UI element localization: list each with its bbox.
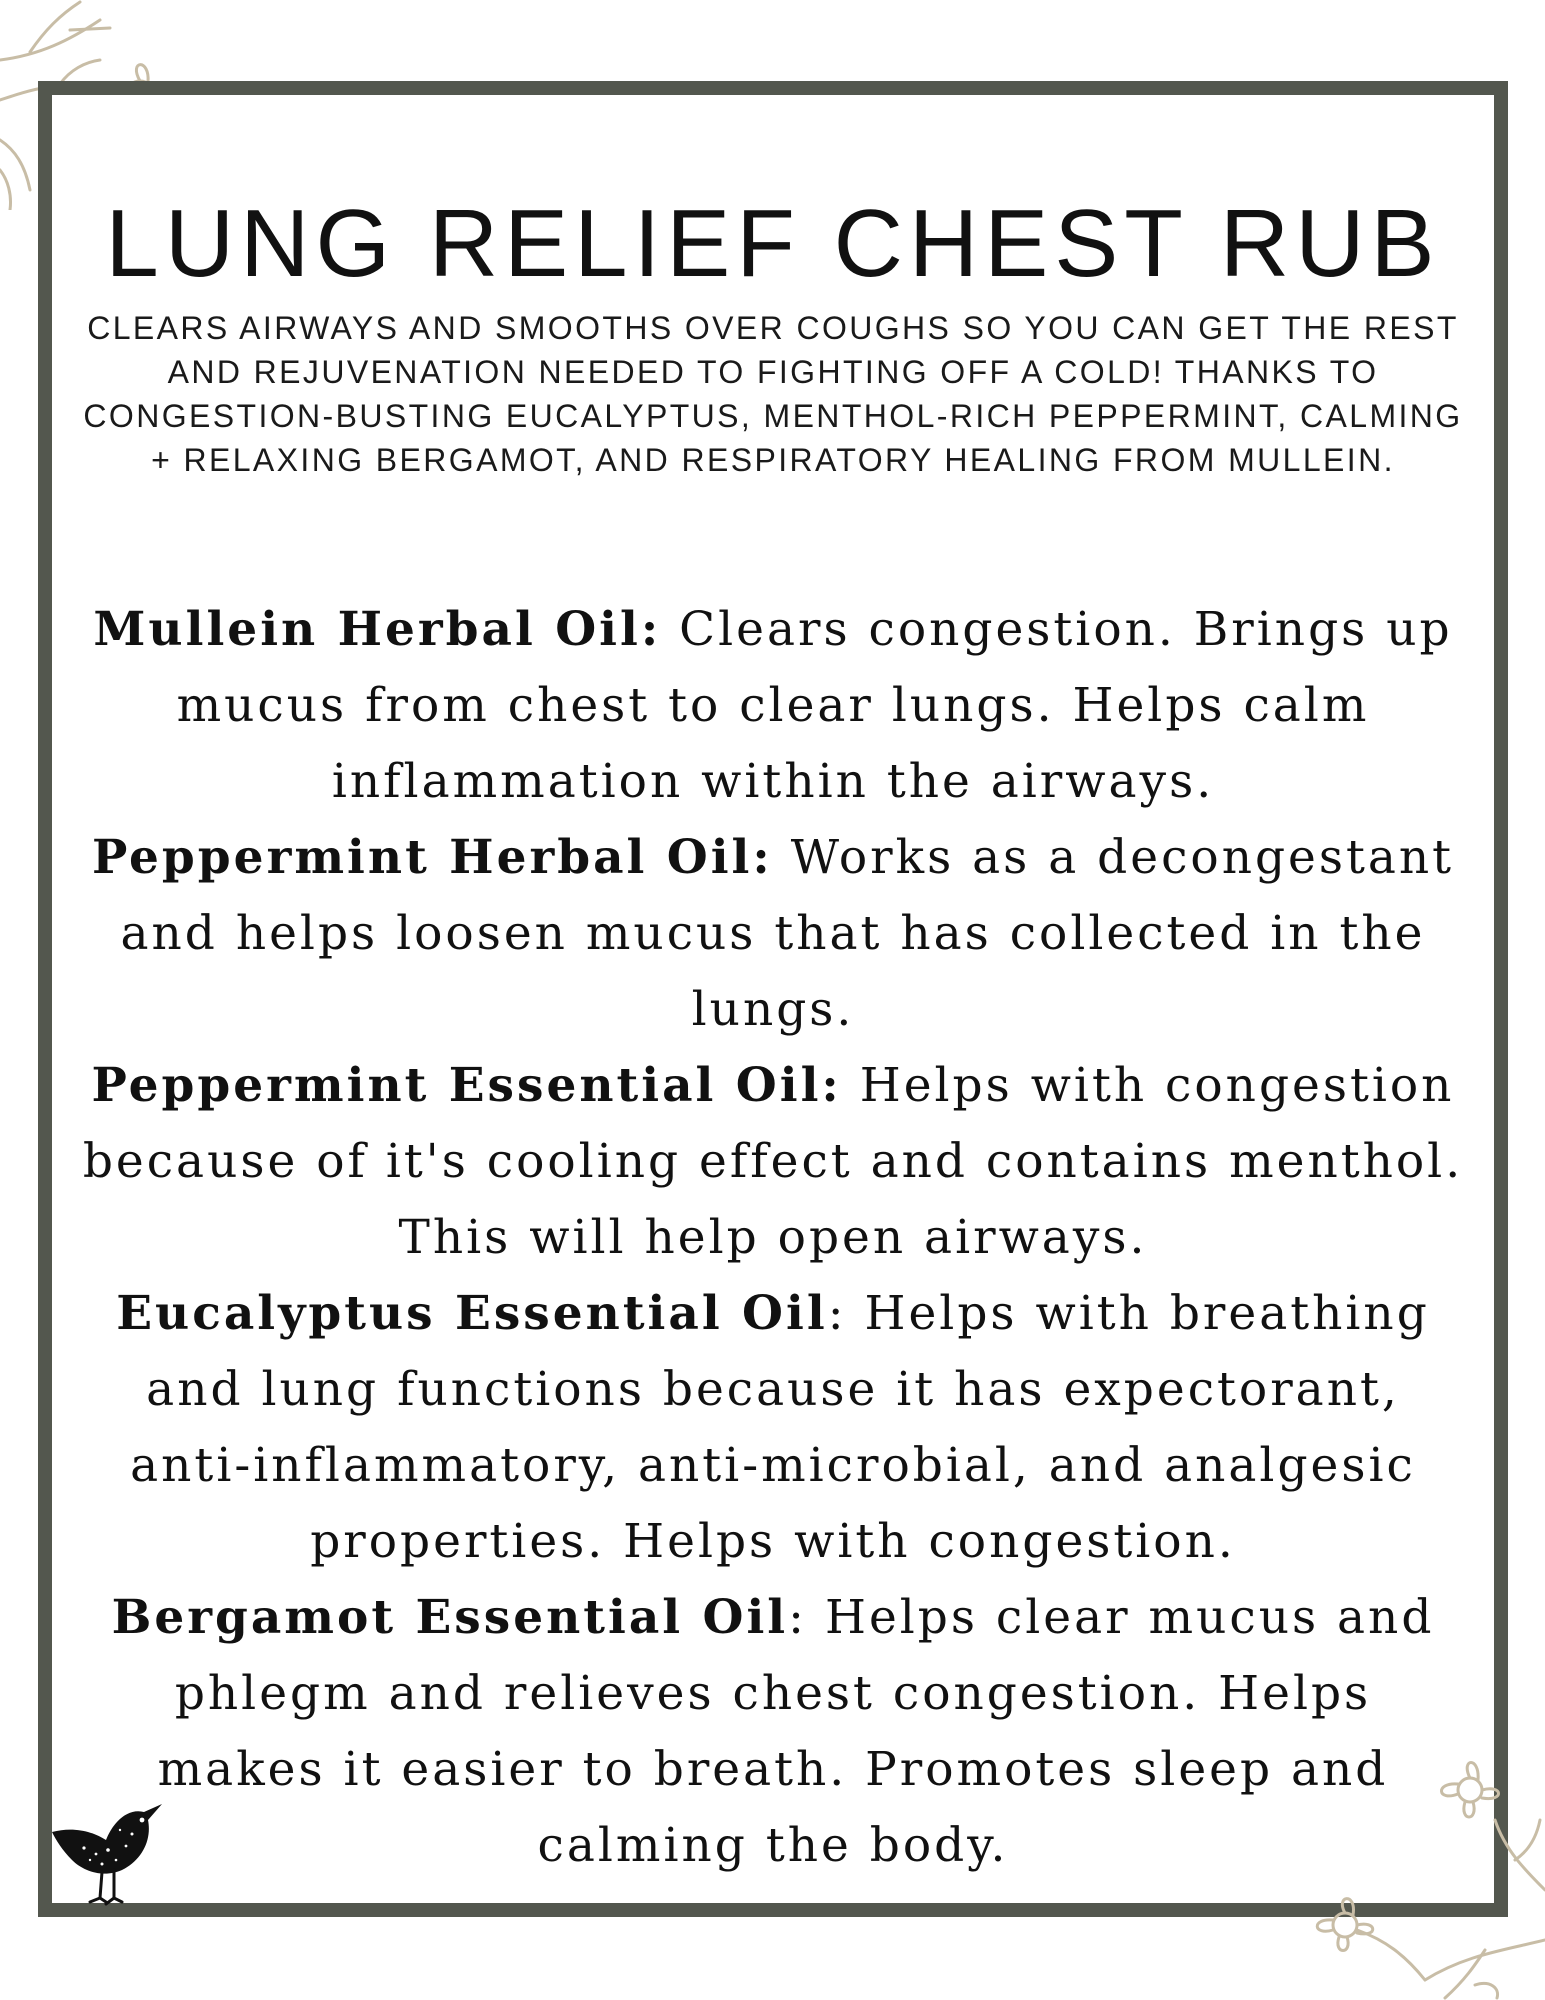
ingredient-description: Helps with congestion because of it's cooling effect and contains menthol. This will help open airways. — [82, 1058, 1464, 1265]
ingredient-description: Helps clear mucus and phlegm and relieves chest congestion. Helps makes it easier to breath. Promotes sleep and calming the body. — [157, 1590, 1435, 1873]
ingredient-name: Eucalyptus Essential Oil — [116, 1286, 828, 1341]
ingredient-entry — [82, 1048, 1464, 1276]
page-subtitle: CLEARS AIRWAYS AND SMOOTHS OVER COUGHS SO YOU CAN GET THE REST AND REJUVENATION NEEDED TO FIGHTING OFF A COLD! THANKS TO CONGESTION-BUSTING EUCALYPTUS, MENTHOL-RICH PEPPERMINT, CALMING + RELAXING BERGAMOT, AND RESPIRATORY HEALING FROM MULLEIN. — [83, 310, 1463, 478]
ingredient-description: Works as a decongestant and helps loosen mucus that has collected in the lungs. — [120, 830, 1455, 1037]
page-frame — [38, 81, 1508, 1917]
ingredient-description: Clears congestion. Brings up mucus from chest to clear lungs. Helps calm inflammation within the airways. — [176, 602, 1453, 809]
ingredient-entry — [82, 592, 1464, 820]
ingredient-entry — [82, 1580, 1464, 1884]
floral-branch-icon — [1275, 1740, 1545, 2000]
ingredient-entry — [82, 1276, 1464, 1580]
ingredient-name: Peppermint Herbal Oil: — [91, 830, 773, 885]
ingredient-separator: : — [827, 1286, 847, 1341]
ingredient-entry — [82, 820, 1464, 1048]
bird-icon — [44, 1790, 164, 1910]
ingredient-name: Peppermint Essential Oil: — [91, 1058, 842, 1113]
ingredient-name: Bergamot Essential Oil — [111, 1590, 789, 1645]
page-title: LUNG RELIEF CHEST RUB — [105, 190, 1441, 297]
ingredient-description: Helps with breathing and lung functions because it has expectorant, anti-inflammatory, anti-microbial, and analgesic properties. Helps with congestion. — [130, 1286, 1430, 1569]
ingredient-separator: : — [788, 1590, 808, 1645]
ingredient-name: Mullein Herbal Oil: — [93, 602, 662, 657]
ingredients-list — [82, 592, 1464, 1884]
